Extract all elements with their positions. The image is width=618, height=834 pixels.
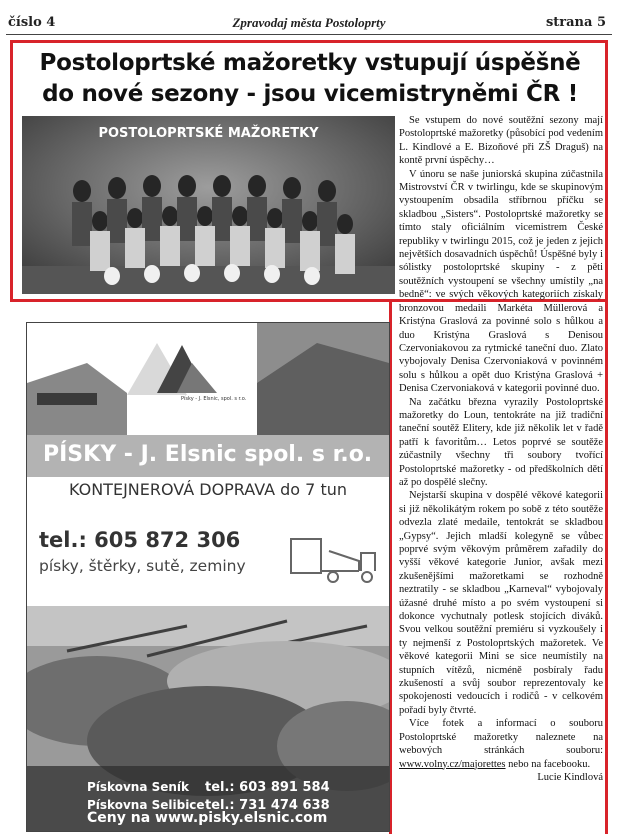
majorettes-group-image <box>22 116 395 294</box>
pit-selibice-phone: tel.: 731 474 638 <box>205 798 330 813</box>
ad-website[interactable]: Ceny na www.pisky.elsnic.com <box>87 810 328 826</box>
company-name: PÍSKY - J. Elsnic spol. s r.o. <box>43 442 373 467</box>
majorettes-photo <box>22 116 395 294</box>
pit-senik-phone: tel.: 603 891 584 <box>205 780 330 795</box>
sandpit-photo <box>27 606 389 831</box>
article-headline <box>20 48 600 110</box>
pit-senik-name: Pískovna Seník <box>87 780 190 794</box>
issue-number: číslo 4 <box>8 15 56 30</box>
newsletter-title: Zpravodaj města Postoloprty <box>232 15 386 30</box>
pit-selibice-name: Pískovna Selibice <box>87 798 205 812</box>
materials-list: písky, štěrky, sutě, zeminy <box>39 557 246 575</box>
main-phone: tel.: 605 872 306 <box>39 528 241 552</box>
page-number: strana 5 <box>545 15 606 30</box>
page-header <box>0 0 618 34</box>
service-line: KONTEJNEROVÁ DOPRAVA do 7 tun <box>69 480 347 499</box>
company-name-band <box>27 435 389 477</box>
headline-line-1: Postoloprtské mažoretky vstupují úspěšně <box>39 50 581 76</box>
paragraph-results: Nejstarší skupina v dospělé věkové kategorii si již několikátým rokem po sobě z této soutěže odvezla zlaté medaile, tentokrát se skladbou „Gypsy“. Jejich mladší kolegyně se vůbec poprvé svým věkovým průměrem zařadily do vyšší věkové kategorie Junior, avšak mezi zkušenějšími mažoretkami se rozhodně neztratily - se skladbou „Karneval“ vybojovaly úžasné druhé místo a po svém vystoupení si dokonce vychutnaly potlesk stojících diváků. Svou velkou soutěžní premiéru si vyzkoušely i ty nejmenší z Postoloprtských mažoretek. Ve věkové kategorii Mini se sice neumístily na stupních vítězů, nicméně posbíraly řadu zkušeností a svůj soubor reprezentovaly ke spokojenosti vedoucích i rodičů - v celkovém pořadí byly čtvrté. <box>399 490 603 716</box>
ad-top-graphics <box>27 323 389 435</box>
article-signature: Lucie Kindlová <box>537 771 603 783</box>
container-truck-icon <box>289 531 379 586</box>
headline-line-2: do nové sezony - jsou vicemistryněmi ČR ! <box>42 81 578 107</box>
article-body <box>399 114 603 784</box>
paragraph-louny: Na začátku března vyrazily Postoloprtské mažoretky do Loun, tentokráte na již tradiční taneční soutěž Elitery, kde již několik let v řadě patří k favoritům… Letos poprvé se soutěže zúčastnily všechny tři soubory tvořící Postoloprtské mažoretky - od předškolních dětí až po dospělé slečny. <box>399 396 603 488</box>
header-divider <box>6 34 612 35</box>
paragraph-championship: V únoru se naše juniorská skupina zúčastnila Mistrovství ČR v twirlingu, kde se skupinovým vystoupením obsadila stříbrnou příčku se skladbou „Sisters“. Postoloprtské mažoretky se tímto staly oficiálním vicemistrem České republiky v twirlingu 2015, což je jeden z jejich největších dosavadních úspěchů! Úspěšné byly i sólistky postoloprtské skupiny - z pěti soutěžních vystoupení se všechny umístily „na bedně“: ve svých věkových kategoriích získaly bronzovou medaili Markéta Müllerová a Kristýna Graslová za povinné solo s hůlkou a duo Kristýna Graslová s Denisou Czervoniakovou za rytmické taneční duo. Zlato vybojovaly Denisa Czervoniaková v povinném solu s hůlkou a opět duo Kristýna Graslová + Denisa Czervoniaková v kategorii povinné duo. <box>399 168 603 395</box>
pit-senik <box>87 780 330 795</box>
majorettes-website-link[interactable]: www.volny.cz/majorettes <box>399 758 506 770</box>
paragraph-intro: Se vstupem do nové soutěžní sezony mají Postoloprtské mažoretky (působící pod vedením L. Kindlové a E. Bizoňové při ZŠ Draguš) na kontě první úspěchy… <box>399 115 603 167</box>
pisky-advertisement <box>26 322 390 832</box>
paragraph-more-info: Více fotek a informací o souboru Postoloprtské mažoretky naleznete na webových stránkách souboru: www.volny.cz/majorettes nebo na facebooku. <box>399 718 603 770</box>
logo-caption: Písky - J. Elsnic, spol. s r.o. <box>181 396 247 402</box>
photo-caption: POSTOLOPRTSKÉ MAŽORETKY <box>98 126 319 141</box>
